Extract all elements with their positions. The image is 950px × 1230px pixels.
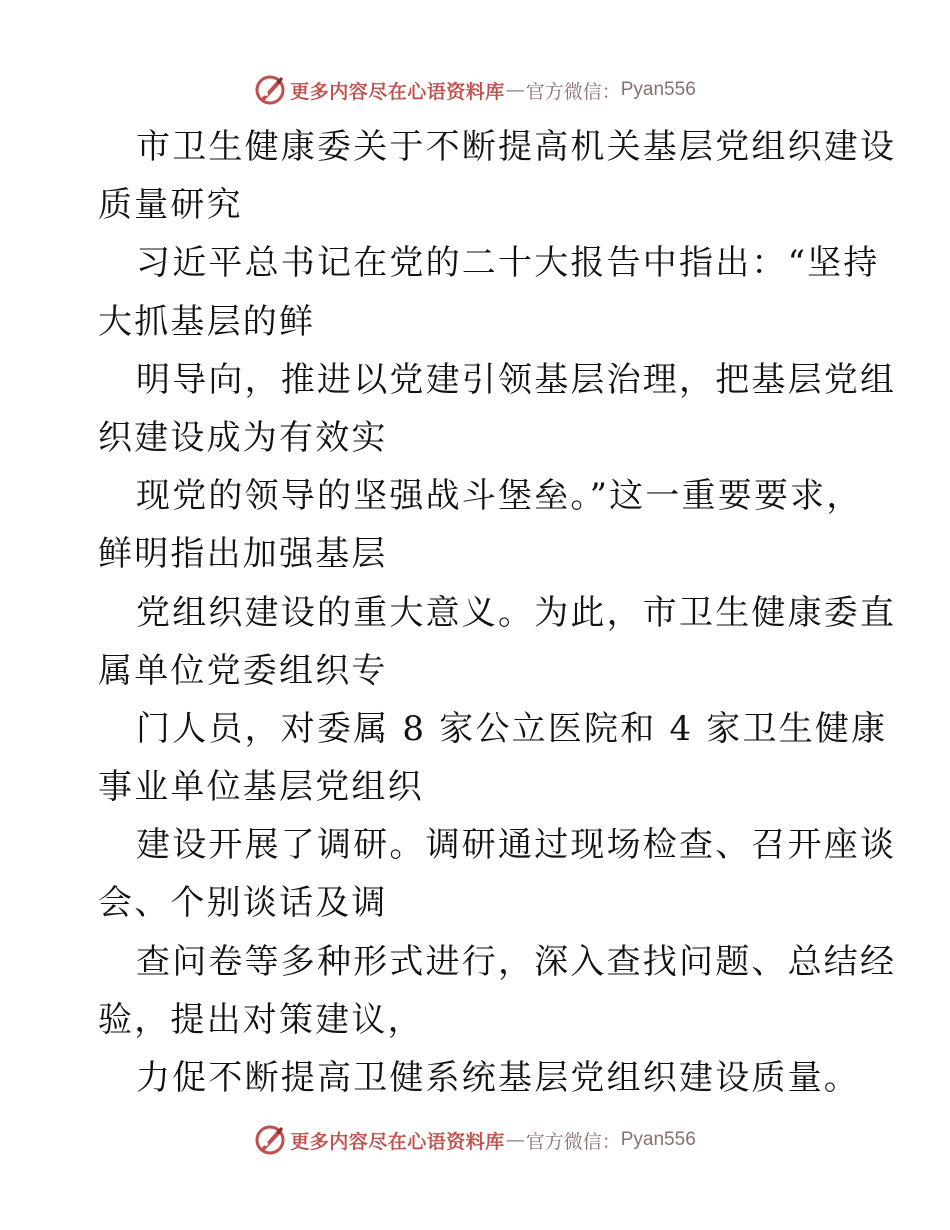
text-line: 门人员，对委属 8 家公立医院和 4 家卫生健康 — [136, 708, 888, 749]
watermark-site-text: 更多内容尽在心语资料库 — [290, 1130, 505, 1153]
text-line: 织建设成为有效实 — [98, 417, 388, 458]
text-line: 会、个别谈话及调 — [98, 883, 388, 924]
watermark-wechat-id: Pyan556 — [620, 1129, 696, 1150]
text-line: 查问卷等多种形式进行，深入查找问题、总结经 — [136, 941, 897, 982]
text-line: 事业单位基层党组织 — [98, 767, 424, 808]
text-line: 现党的领导的坚强战斗堡垒。”这一重要要求， — [136, 476, 863, 517]
text-line: 大抓基层的鲜 — [98, 301, 316, 342]
watermark-dash: — — [505, 79, 525, 101]
text-line: 习近平总书记在党的二十大报告中指出：“坚持 — [136, 243, 880, 284]
text-line: 建设开展了调研。调研通过现场检查、召开座谈 — [136, 825, 897, 866]
text-line: 党组织建设的重大意义。为此，市卫生健康委直 — [136, 592, 897, 633]
text-line: 质量研究 — [98, 185, 243, 226]
text-line: 市卫生健康委关于不断提高机关基层党组织建设 — [136, 127, 897, 167]
document-body — [98, 118, 897, 1107]
watermark-wechat-label: 官方微信： — [525, 1130, 621, 1153]
watermark-dash: — — [505, 1129, 525, 1151]
text-line: 鲜明指出加强基层 — [98, 534, 388, 575]
text-line: 验，提出对策建议， — [98, 999, 424, 1040]
text-line: 属单位党委组织专 — [98, 650, 388, 691]
watermark-footer — [0, 1122, 950, 1158]
quill-logo-icon — [254, 1124, 286, 1156]
watermark-site-text: 更多内容尽在心语资料库 — [290, 80, 505, 103]
watermark-wechat-label: 官方微信： — [525, 80, 621, 103]
text-line: 力促不断提高卫健系统基层党组织建设质量。 — [136, 1058, 860, 1098]
watermark-wechat-id: Pyan556 — [620, 79, 696, 100]
watermark-header — [0, 72, 950, 108]
text-line: 明导向，推进以党建引领基层治理，把基层党组 — [136, 359, 897, 400]
quill-logo-icon — [254, 74, 286, 106]
